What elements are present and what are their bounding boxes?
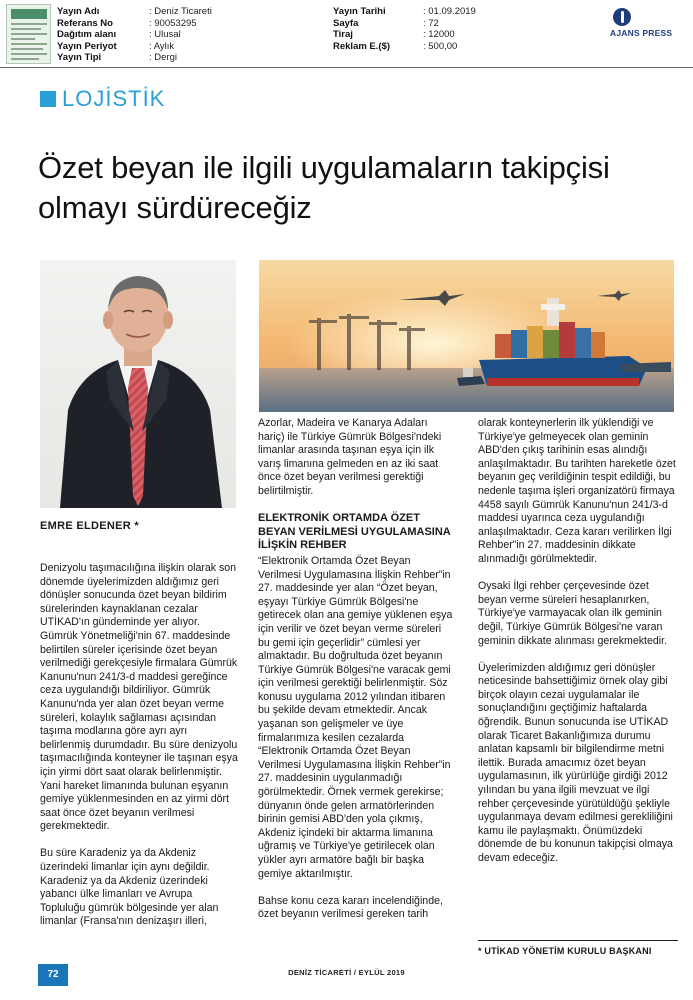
- meta-value: : Deniz Ticareti: [149, 6, 212, 17]
- paragraph: Bu süre Karadeniz ya da Akdeniz üzerindeki limanlar için aynı değildir. Karadeniz ya da Akdeniz üzerindeki yabancı ülke limanları ve Avrupa Topluluğu gümrük bölgesinde yer alan limanlar (Fransa'nın denizaşırı illeri,: [40, 847, 219, 928]
- article-headline: Özet beyan ile ilgili uygulamaların takipçisi olmayı sürdüreceğiz: [38, 150, 610, 225]
- meta-label: Sayfa: [333, 17, 359, 29]
- meta-label: Yayın Tipi: [57, 52, 102, 64]
- meta-right: [333, 6, 476, 52]
- paragraph: olarak konteynerlerin ilk yüklendiği ve Türkiye'ye gelmeyecek olan geminin ABD'den çıkış tarihinin esas alındığı anlaşılmaktadır. Bu tarihten hareketle özet beyanın geç verildiğinin tespit edildiği, bu nedenle taşıma işleri organizatörü firmaya 4458 sayılı Gümrük Kanunu'nun 241/3-d maddesi uyarınca ceza uygulandığı anlaşılmaktadır. Ceza kararı verilirken İlgi Rehber”in 27. maddesinin dikkate alınmadığı görülmektedir.: [478, 417, 676, 565]
- port-ship-image: [259, 260, 674, 412]
- meta-value: : 90053295: [149, 17, 197, 29]
- paragraph: Oysaki İlgi rehber çerçevesinde özet beyan verme süreleri hesaplanırken, Türkiye'ye varmayacak olan ilk geminin değil, Türkiye Gümrük Bölgesi'ne varan geminin dikkate alınması gerekmektedir.: [478, 580, 668, 647]
- meta-label: Yayın Adı: [57, 6, 100, 17]
- paragraph: Azorlar, Madeira ve Kanarya Adaları hariç) ile Türkiye Gümrük Bölgesi'ndeki limanlar arasında taşınan eşya için ilk varış limanına gelmeden en az iki saat önce özet beyan verilmesi gerektiği belirtilmiştir.: [258, 417, 442, 497]
- meta-value: : 72: [423, 17, 439, 29]
- paragraph: Üyelerimizden aldığımız geri dönüşler neticesinde bahsettiğimiz örnek olay gibi birçok olayın cezai uygulamalar ile sonuçlandığını geçtiğimiz haftalarda öğrendik. Bunun sonucunda ise UTİKAD olarak Ticaret Bakanlığımıza durumu anlatan kapsamlı bir bilgilendirme metni ilettik. Burada amacımız özet beyan uygulamasının, ilk yürürlüğe girdiği 2012 yılından bu yana ilgili mevzuat ve ilgi rehber çerçevesinde yürütüldüğü şekliyle uygulanmaya devam edilmesi gerekliliğini kamu ile paylaşmaktı. Önümüzdeki dönemde de bu konunun takipçisi olmaya devam edeceğiz.: [478, 661, 673, 864]
- article-column-3: [478, 417, 678, 879]
- ajans-press-logo-icon: [613, 8, 631, 26]
- author-portrait: [40, 260, 236, 508]
- article-column-2: [258, 417, 454, 936]
- meta-label: Yayın Periyot: [57, 40, 117, 52]
- publication-thumbnail[interactable]: [6, 4, 51, 64]
- meta-value: : Ulusal: [149, 29, 181, 41]
- meta-value: : Aylık: [149, 40, 175, 52]
- article-subheading: ELEKTRONİK ORTAMDA ÖZET BEYAN VERİLMESİ UYGULAMASINA İLİŞKİN REHBER: [258, 512, 451, 552]
- meta-value: : 12000: [423, 29, 455, 41]
- signature-divider: [478, 940, 678, 941]
- meta-row: [57, 29, 212, 41]
- meta-label: Referans No: [57, 17, 113, 29]
- meta-row: [57, 52, 212, 64]
- footer-publication: DENİZ TİCARETİ / EYLÜL 2019: [288, 968, 405, 977]
- paragraph: “Elektronik Ortamda Özet Beyan Verilmesi Uygulamasına İlişkin Rehber”in 27. maddesinde yer alan “Özet beyan, eşyayı Türkiye Gümrük Bölgesi'ne getirecek olan ana gemiye yüklenen eşya için verilir ve özet beyan verme süreleri bu gemi için geçerlidir” cümlesi yer almaktadır. Bu doğrultuda özet beyanın Türkiye Gümrük Bölgesi'ne varacak gemi için verilmesi gerektiği belirlenmiştir. Söz konusu uygulama 2012 yılından itibaren bu şekilde devam etmektedir. Ancak yaşanan son gelişmeler ve üye firmalarımıza kesilen cezalarda “Elektronik Ortamda Özet Beyan Verilmesi Uygulamasına İlişkin Rehber”in 27. maddesinin uygulanmadığı görülmektedir. Örnek vermek gerekirse; dünyanın önde gelen armatörlerinden birinin gemisi ABD'den yola çıkmış, Akdeniz içindeki bir aktarma limanına uğramış ve Türkiye'ye getirilecek olan yükler ayrı armatöre bağlı bir başka gemiye aktarılmıştır.: [258, 554, 453, 880]
- meta-label: Yayın Tarihi: [333, 6, 386, 17]
- meta-row: [57, 41, 212, 53]
- ajans-press-logo: [606, 8, 686, 42]
- author-title: * UTİKAD YÖNETİM KURULU BAŞKANI: [478, 946, 652, 956]
- meta-row: [333, 29, 476, 41]
- meta-label: Tiraj: [333, 29, 353, 41]
- paragraph: Denizyolu taşımacılığına ilişkin olarak son dönemde üyelerimizden aldığımız geri dönüşler sonucunda özet beyan bildirim sürelerinden kaynaklanan cezalar UTİKAD'ın gündeminde yer alıyor. Gümrük Yönetmeliği'nin 67. maddesinde belirtilen süreler içerisinde özet beyan verilmediği gerekçesiyle firmalara Gümrük Kanunu'nun 241/3-d maddesi gereğince ceza uygulandığı bildiriliyor. Gümrük Kanunu'nda yer alan özet beyan verme süreleri, kolaylık sağlaması açısından taşıma modlarına göre ayrı ayrı belirlenmiş durumdadır. Bu süre denizyolu taşımacılığında konteyner ile taşınan eşya için yirmi dört saat olarak belirlenmiştir. Yani hareket limanında bulunan eşyanın gemiye yüklenmesinden en az yirmi dört saat önce özet beyanın verilmesi gerekmektedir.: [40, 562, 238, 833]
- paragraph: Bahse konu ceza kararı incelendiğinde, özet beyanın verilmesi gereken tarih: [258, 894, 443, 921]
- meta-left: [57, 6, 212, 64]
- meta-value: : 500,00: [423, 40, 458, 52]
- meta-row: [333, 41, 476, 53]
- meta-label: Reklam E.($): [333, 40, 391, 52]
- section-label: [40, 88, 165, 110]
- clipping-header: [0, 0, 693, 68]
- meta-row: [333, 18, 476, 30]
- article-column-1: [40, 562, 240, 943]
- meta-label: Dağıtım alanı: [57, 29, 117, 41]
- meta-row: [333, 6, 476, 18]
- section-title: LOJİSTİK: [62, 86, 166, 111]
- meta-row: [57, 18, 212, 30]
- meta-value: : 01.09.2019: [423, 6, 476, 17]
- meta-row: [57, 6, 212, 18]
- section-square-icon: [40, 91, 56, 107]
- meta-value: : Dergi: [149, 52, 177, 64]
- page-number-badge: 72: [38, 964, 68, 986]
- author-name: EMRE ELDENER *: [40, 520, 139, 532]
- logo-text: AJANS PRESS: [610, 28, 673, 38]
